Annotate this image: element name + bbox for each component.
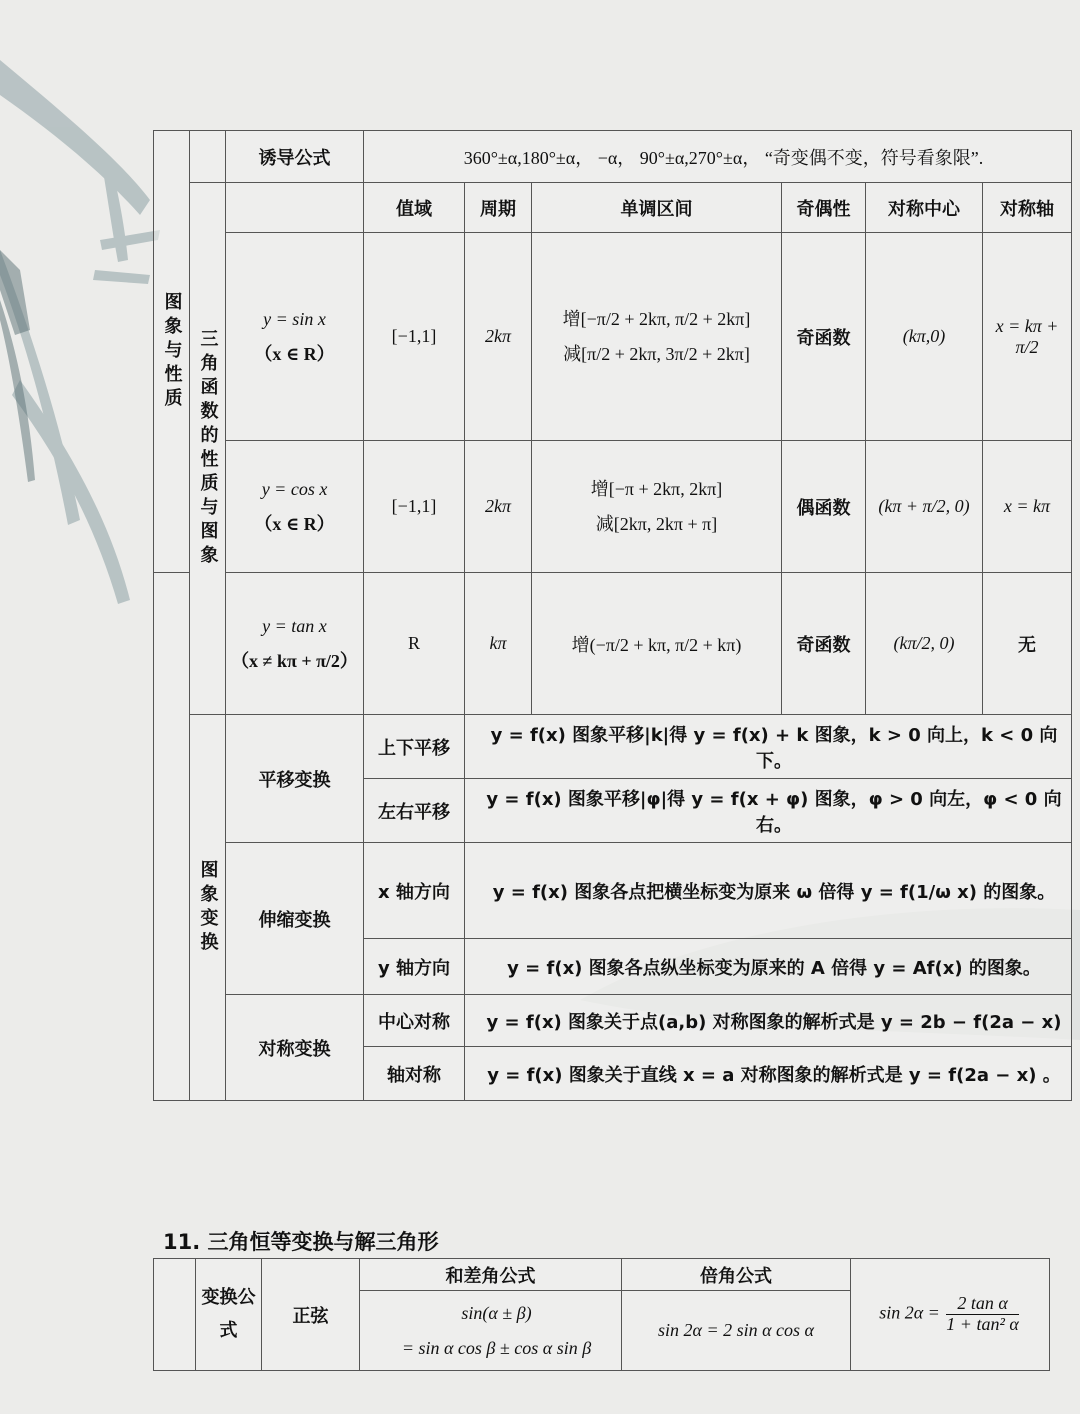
tan-form-lhs: sin 2α = [879, 1302, 940, 1323]
header-monotonic: 单调区间 [532, 183, 782, 233]
header-sum-diff: 和差角公式 [360, 1259, 622, 1291]
transform-desc: y = f(x) 图象关于点(a,b) 对称图象的解析式是 y = 2b − f(2a − x) [465, 995, 1072, 1047]
header-period: 周期 [465, 183, 532, 233]
blank-header-cell [226, 183, 364, 233]
transform-group: 平移变换 [226, 715, 364, 843]
blank-cell [154, 1259, 196, 1371]
center-cell: (kπ/2, 0) [866, 573, 983, 715]
axis-cell: 无 [983, 573, 1072, 715]
parity-cell: 奇函数 [782, 233, 866, 441]
func-name: y = tan x [262, 616, 327, 637]
table-row [154, 843, 1072, 939]
monotonic-cell [532, 441, 782, 573]
transform-desc: y = f(x) 图象关于直线 x = a 对称图象的解析式是 y = f(2a − x) 。 [465, 1047, 1072, 1101]
table-row [154, 715, 1072, 779]
mono-decrease: 减[2kπ, 2kπ + π] [595, 513, 718, 534]
table-row [154, 995, 1072, 1047]
header-double-angle: 倍角公式 [622, 1259, 851, 1291]
period-cell: kπ [465, 573, 532, 715]
period-cell: 2kπ [465, 441, 532, 573]
transform-desc: y = f(x) 图象各点纵坐标变为原来的 A 倍得 y = Af(x) 的图象。 [465, 939, 1072, 995]
tan-half-formula [851, 1259, 1050, 1371]
transform-name: x 轴方向 [364, 843, 465, 939]
identity-formula-table [153, 1258, 1050, 1371]
transform-name: y 轴方向 [364, 939, 465, 995]
section-heading: 11. 三角恒等变换与解三角形 [163, 1230, 439, 1254]
transform-name: 轴对称 [364, 1047, 465, 1101]
sum-line-1: sin(α ± β) [461, 1303, 532, 1324]
func-domain: （x ≠ kπ + π/2） [231, 650, 358, 671]
parity-cell: 偶函数 [782, 441, 866, 573]
double-angle-formula: sin 2α = 2 sin α cos α [622, 1291, 851, 1371]
header-center: 对称中心 [866, 183, 983, 233]
mono-increase: 增[−π + 2kπ, 2kπ] [590, 479, 723, 500]
induction-formula: 360°±α,180°±α， −α， 90°±α,270°±α， “奇变偶不变，符号看象限”. [364, 131, 1072, 183]
func-cell [226, 573, 364, 715]
header-parity: 奇偶性 [782, 183, 866, 233]
mono-increase: 增[−π/2 + 2kπ, π/2 + 2kπ] [562, 309, 751, 330]
range-cell: [−1,1] [364, 441, 465, 573]
func-cell [226, 233, 364, 441]
header-range: 值域 [364, 183, 465, 233]
center-cell: (kπ,0) [866, 233, 983, 441]
trig-properties-table [153, 130, 1072, 1101]
sum-diff-formula [360, 1291, 622, 1371]
group-label-graph-properties: 图象与性质 [154, 131, 190, 573]
func-domain: （x ∈ R） [254, 513, 335, 534]
range-cell: R [364, 573, 465, 715]
tan-form-fraction [946, 1294, 1019, 1335]
table-row [154, 441, 1072, 573]
monotonic-cell: 增(−π/2 + kπ, π/2 + kπ) [532, 573, 782, 715]
transform-group: 伸缩变换 [226, 843, 364, 995]
induction-label: 诱导公式 [226, 131, 364, 183]
tan-form-den: 1 + tan² α [946, 1314, 1019, 1334]
left-margin-cell [154, 573, 190, 1101]
parity-cell: 奇函数 [782, 573, 866, 715]
center-cell: (kπ + π/2, 0) [866, 441, 983, 573]
func-name: y = sin x [263, 309, 326, 330]
transform-desc: y = f(x) 图象平移|φ|得 y = f(x + φ) 图象，φ > 0 向左，φ < 0 向右。 [465, 779, 1072, 843]
func-name: y = cos x [261, 479, 328, 500]
transform-name: 中心对称 [364, 995, 465, 1047]
func-cell [226, 441, 364, 573]
header-axis: 对称轴 [983, 183, 1072, 233]
table-row [154, 233, 1072, 441]
transform-name: 上下平移 [364, 715, 465, 779]
monotonic-cell [532, 233, 782, 441]
row-label-sine: 正弦 [262, 1259, 360, 1371]
mono-decrease: 减[π/2 + 2kπ, 3π/2 + 2kπ] [563, 343, 750, 364]
sum-line-2: = sin α cos β ± cos α sin β [401, 1337, 592, 1358]
period-cell: 2kπ [465, 233, 532, 441]
func-domain: （x ∈ R） [254, 343, 335, 364]
tan-form-num: 2 tan α [957, 1293, 1008, 1314]
transform-name: 左右平移 [364, 779, 465, 843]
table-row [154, 573, 1072, 715]
formula-group-label: 变换公式 [196, 1259, 262, 1371]
axis-cell: x = kπ [983, 441, 1072, 573]
transform-desc: y = f(x) 图象平移|k|得 y = f(x) + k 图象，k > 0 向上，k < 0 向下。 [465, 715, 1072, 779]
transform-group: 对称变换 [226, 995, 364, 1101]
transform-desc: y = f(x) 图象各点把横坐标变为原来 ω 倍得 y = f(1/ω x) 的图象。 [465, 843, 1072, 939]
range-cell: [−1,1] [364, 233, 465, 441]
group-label-trig-functions: 三角函数的性质与图象 [190, 183, 226, 715]
group-label-graph-transform: 图象变换 [190, 715, 226, 1101]
blank-cell [190, 131, 226, 183]
axis-cell: x = kπ + π/2 [983, 233, 1072, 441]
